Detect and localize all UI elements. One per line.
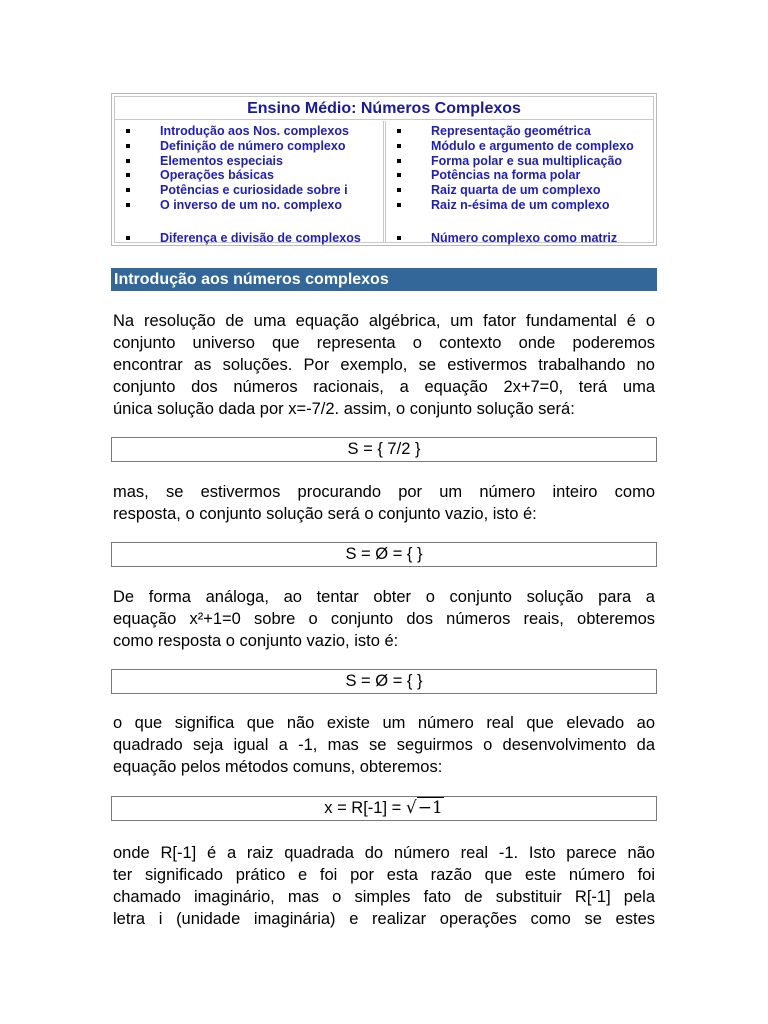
paragraph [113,586,655,652]
section-header: Introdução aos números complexos [111,268,657,291]
bullet-icon [397,203,401,207]
bullet-icon [397,159,401,163]
formula-box: S = { 7/2 } [111,437,657,462]
index-link[interactable]: Raiz quarta de um complexo [386,183,654,198]
index-link[interactable]: Diferença e divisão de complexos [115,231,383,246]
bullet-icon [126,159,130,163]
bullet-icon [126,173,130,177]
square-root [406,797,444,818]
sqrt-symbol: √ [405,798,417,818]
formula-box [111,796,657,821]
index-link[interactable]: Operações básicas [115,168,383,183]
formula-box: S = Ø = { } [111,542,657,567]
index-link[interactable]: O inverso de um no. complexo [115,198,383,213]
paragraph [113,481,655,525]
bullet-icon [397,188,401,192]
text-line: quadrado seja igual a -1, mas se seguirmos o desenvolvimento da [113,736,655,754]
bullet-icon [397,173,401,177]
text-line: chamado imaginário, mas o simples fato de substituir R[-1] pela [113,888,655,906]
text-line: De forma análoga, ao tentar obter o conjunto solução para a [113,588,655,606]
index-link[interactable]: Representação geométrica [386,124,654,139]
text-line: conjunto dos números racionais, a equação 2x+7=0, terá uma [113,378,655,396]
topic-index-inner [114,96,654,243]
text-line: equação x²+1=0 sobre o conjunto dos números reais, obteremos [113,610,655,628]
text-line: onde R[-1] é a raiz quadrada do número real -1. Isto parece não [113,844,655,862]
index-link[interactable]: Introdução aos Nos. complexos [115,124,383,139]
text-line: o que significa que não existe um número real que elevado ao [113,714,655,732]
paragraph [113,842,655,930]
index-link[interactable]: Forma polar e sua multiplicação [386,154,654,169]
bullet-icon [397,236,401,240]
text-line: equação pelos métodos comuns, obteremos: [113,758,443,776]
bullet-icon [126,203,130,207]
formula-box: S = Ø = { } [111,669,657,694]
text-line: Na resolução de uma equação algébrica, um fator fundamental é o [113,312,655,330]
paragraph [113,310,655,420]
text-line: como resposta o conjunto vazio, isto é: [113,632,399,650]
index-column-left [115,121,384,245]
text-line: encontrar as soluções. Por exemplo, se estivermos trabalhando no [113,356,655,374]
bullet-icon [126,129,130,133]
sqrt-radicand: −1 [417,798,443,818]
bullet-icon [126,144,130,148]
index-link[interactable]: Potências na forma polar [386,168,654,183]
text-line: letra i (unidade imaginária) e realizar operações como se estes [113,910,655,928]
formula-text: x = R[-1] = [324,799,406,817]
text-line: única solução dada por x=-7/2. assim, o conjunto solução será: [113,400,575,418]
index-link[interactable]: Número complexo como matriz [386,231,654,246]
bullet-icon [126,236,130,240]
index-link[interactable]: Elementos especiais [115,154,383,169]
index-link[interactable]: Potências e curiosidade sobre i [115,183,383,198]
index-link[interactable]: Módulo e argumento de complexo [386,139,654,154]
paragraph [113,712,655,778]
text-line: resposta, o conjunto solução será o conjunto vazio, isto é: [113,505,537,523]
index-column-right [385,121,654,245]
text-line: conjunto universo que representa o contexto onde poderemos [113,334,655,352]
topic-index-table [111,93,657,246]
index-link[interactable]: Definição de número complexo [115,139,383,154]
bullet-icon [126,188,130,192]
bullet-icon [397,129,401,133]
text-line: ter significado prático e foi por esta razão que este número foi [113,866,655,884]
bullet-icon [397,144,401,148]
index-link[interactable]: Raiz n-ésima de um complexo [386,198,654,213]
index-columns [115,121,653,245]
text-line: mas, se estivermos procurando por um número inteiro como [113,483,655,501]
index-title: Ensino Médio: Números Complexos [115,97,653,120]
